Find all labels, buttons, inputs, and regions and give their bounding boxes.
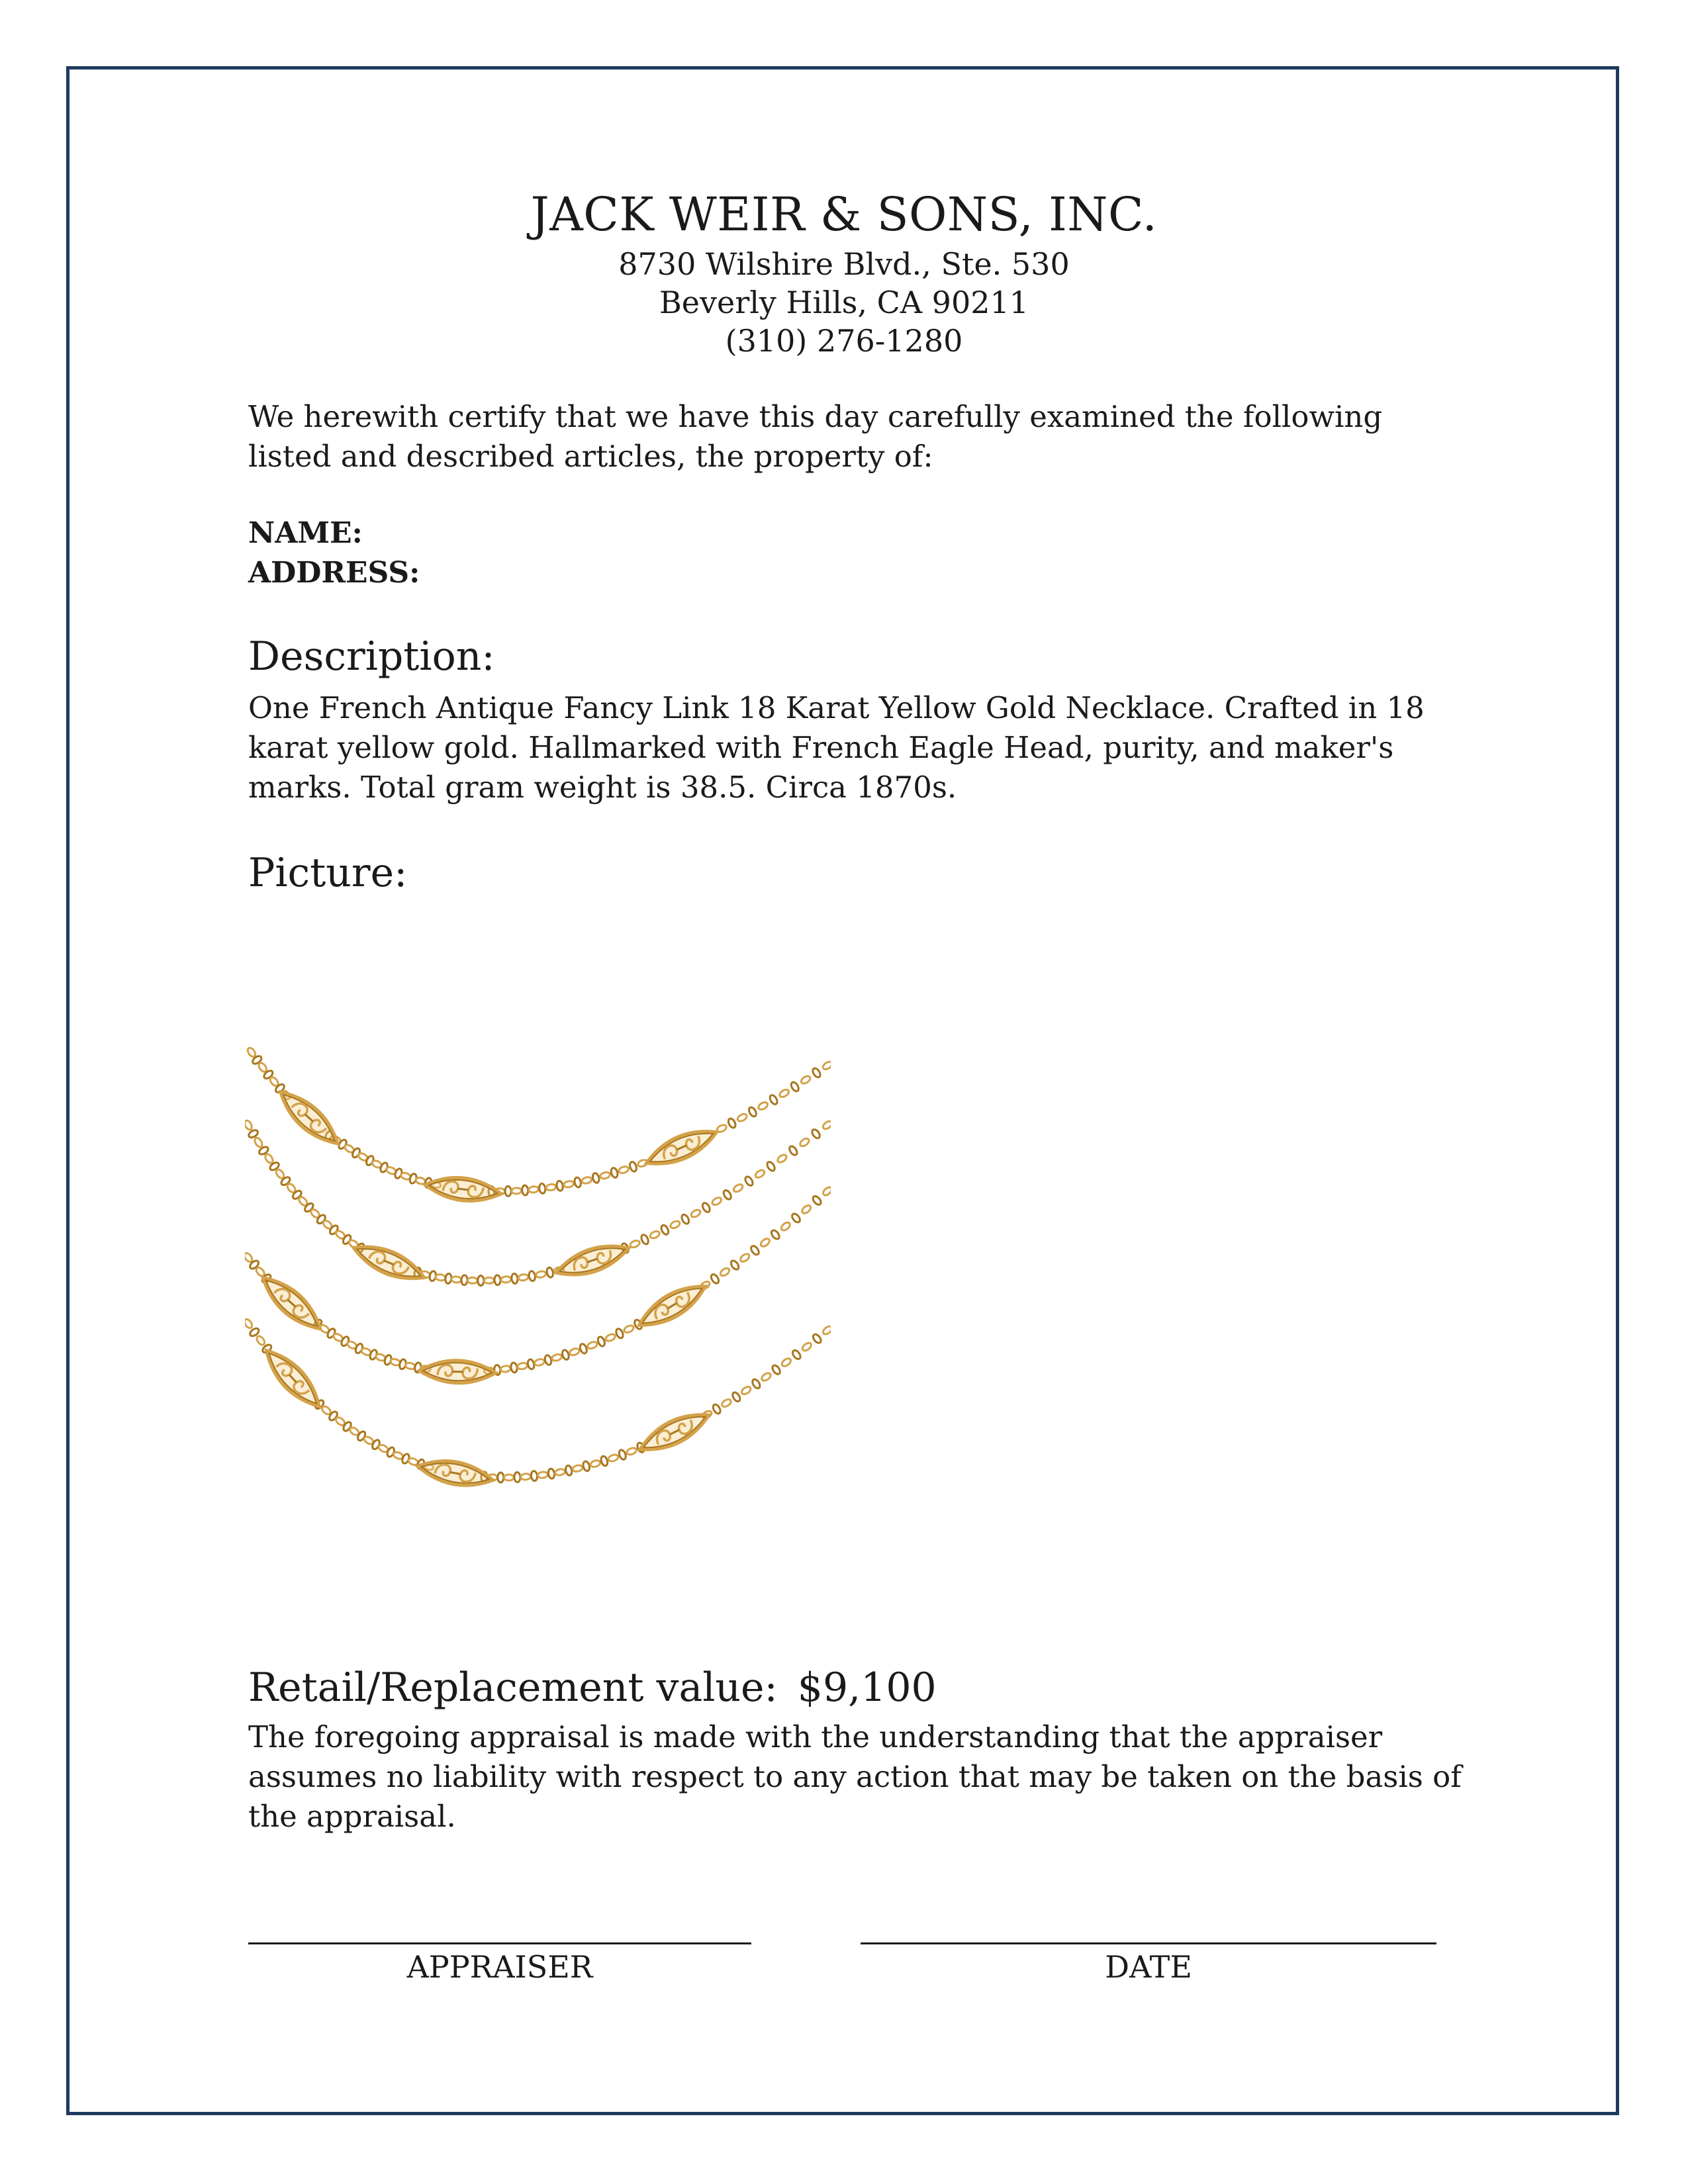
filigree-link — [633, 1277, 711, 1335]
description-text: One French Antique Fancy Link 18 Karat Yellow Gold Necklace. Crafted in 18 karat yellow gold. Hallmarked with French Eagle Head, purity, and maker's marks. Total gram weight is 38.5. Circa 1870s. — [248, 690, 1425, 805]
filigree-link — [553, 1238, 633, 1283]
date-signature-line — [861, 1942, 1436, 1944]
necklace-strand — [245, 1119, 831, 1288]
picture-title: Picture: — [248, 850, 408, 896]
necklace-strand — [245, 1186, 831, 1385]
necklace-picture — [245, 1039, 831, 1559]
valuation-label: Retail/Replacement value: — [248, 1664, 778, 1711]
filigree-link — [258, 1343, 327, 1414]
certification-text: We herewith certify that we have this day carefully examined the following listed and described articles, the property of: — [248, 399, 1383, 474]
filigree-link — [419, 1359, 496, 1384]
filigree-link — [256, 1269, 328, 1338]
address-label: ADDRESS: — [248, 556, 420, 590]
company-phone: (310) 276-1280 — [725, 323, 963, 359]
company-name: JACK WEIR & SONS, INC. — [530, 187, 1158, 242]
filigree-link — [416, 1455, 495, 1492]
filigree-link — [349, 1238, 428, 1288]
date-label: DATE — [1105, 1949, 1192, 1985]
necklace-strand — [246, 1046, 831, 1205]
valuation-line — [248, 1664, 937, 1711]
appraiser-signature-line — [248, 1942, 751, 1944]
name-label: NAME: — [248, 516, 363, 550]
description-title: Description: — [248, 633, 495, 680]
filigree-link — [273, 1084, 345, 1152]
valuation-amount: $9,100 — [797, 1664, 937, 1711]
filigree-link — [642, 1122, 722, 1173]
filigree-link — [635, 1405, 714, 1459]
filigree-link — [424, 1173, 502, 1205]
appraiser-label: APPRAISER — [406, 1949, 593, 1985]
necklace-image — [245, 1039, 831, 1559]
disclaimer-text: The foregoing appraisal is made with the understanding that the appraiser assumes no liability with respect to any action that may be taken on the basis of the appraisal. — [248, 1719, 1462, 1834]
company-address-line1: 8730 Wilshire Blvd., Ste. 530 — [618, 246, 1070, 282]
necklace-strand — [245, 1318, 831, 1491]
company-address-line2: Beverly Hills, CA 90211 — [659, 285, 1029, 320]
